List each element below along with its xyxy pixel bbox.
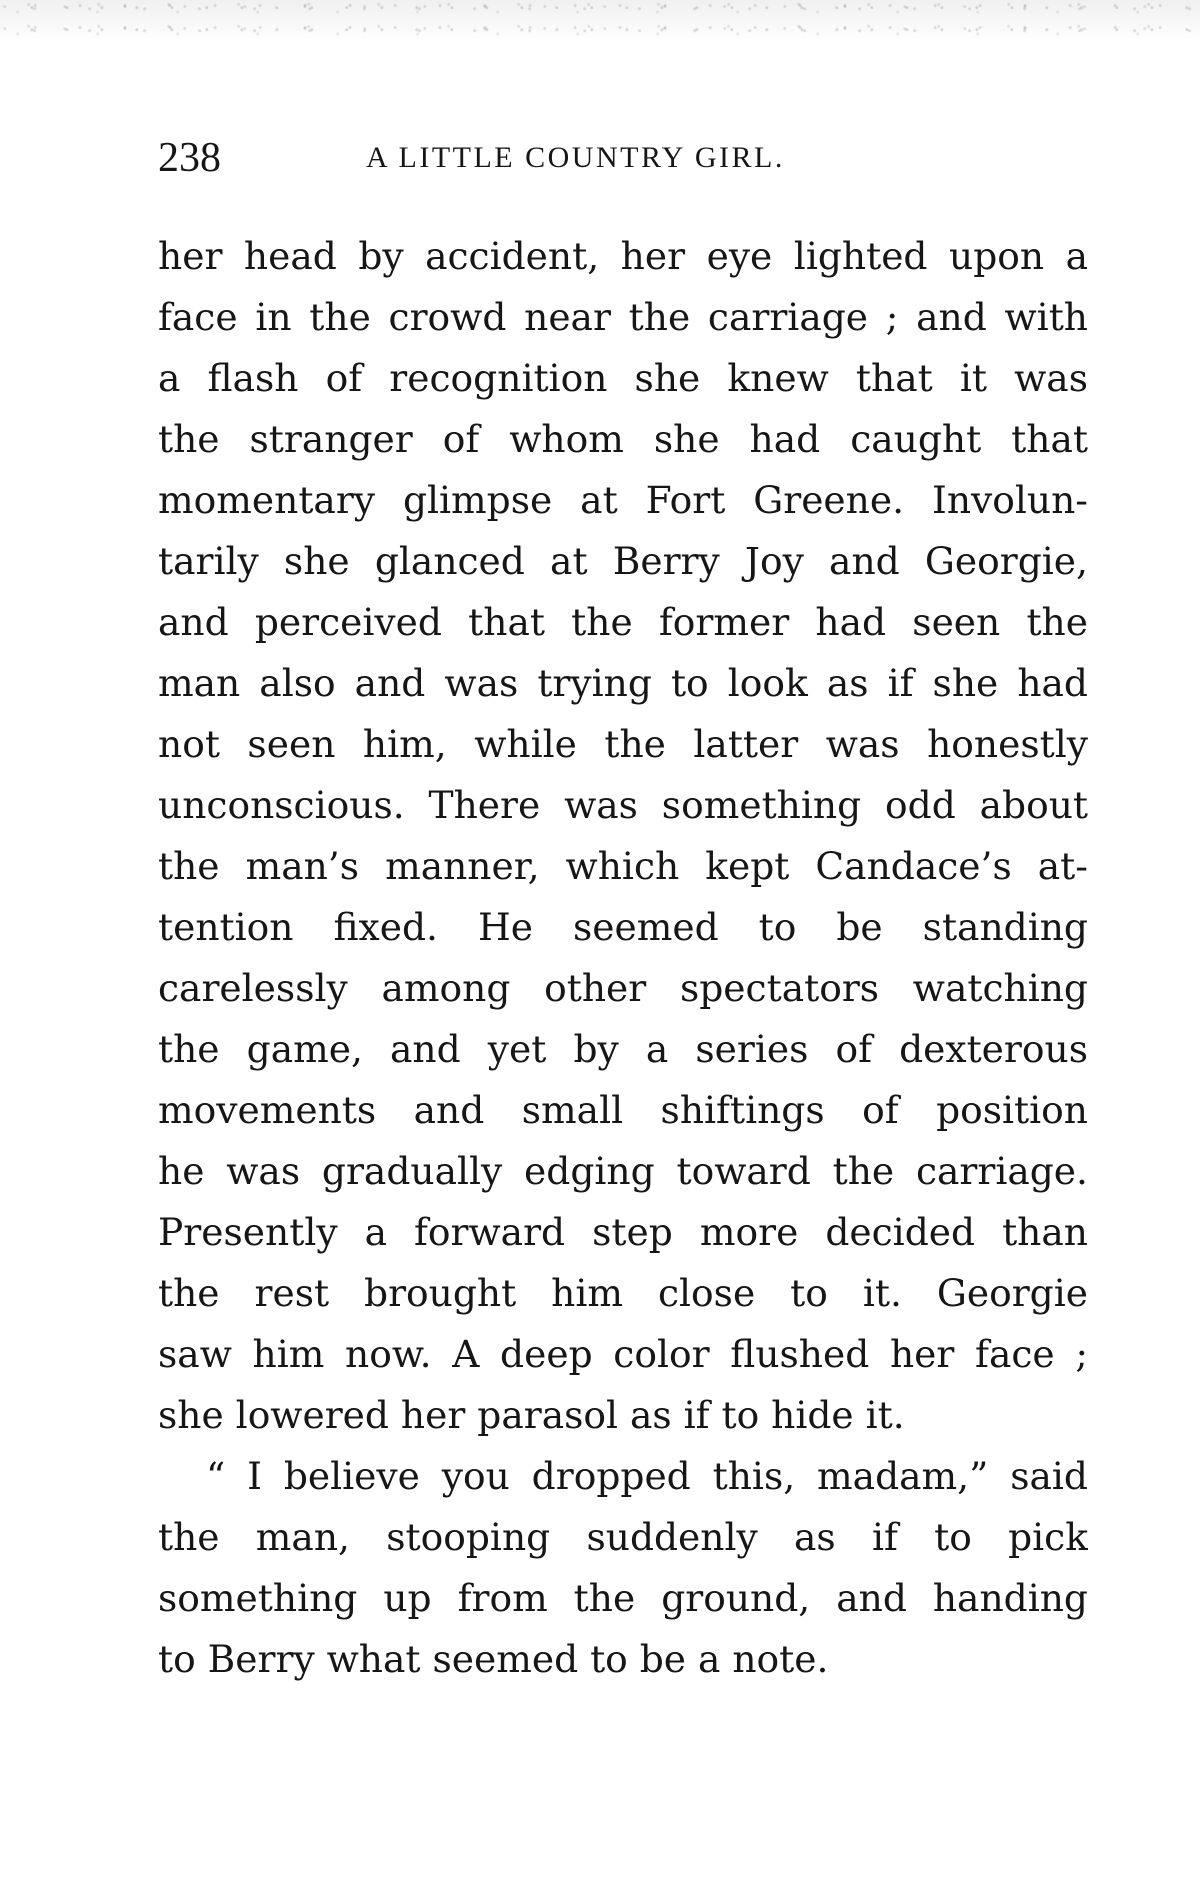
text-line: movements and small shiftings of position [158,1088,1088,1132]
text-line: the stranger of whom she had caught that [158,417,1088,461]
paragraph-end-line: she lowered her parasol as if to hide it. [158,1393,905,1437]
text-line: and perceived that the former had seen the [158,600,1088,644]
paragraph-start-line: “ I believe you dropped this, madam,” said [206,1454,1088,1498]
paragraph-end-line: to Berry what seemed to be a note. [158,1637,829,1681]
text-line: momentary glimpse at Fort Greene. Involun- [158,478,1088,522]
text-line: Presently a forward step more decided than [158,1210,1088,1254]
text-line: carelessly among other spectators watching [158,966,1088,1010]
text-line: her head by accident, her eye lighted upon a [158,234,1088,278]
text-line: a flash of recognition she knew that it was [158,356,1088,400]
page-header [158,128,1088,188]
text-line: the man, stooping suddenly as if to pick [158,1515,1088,1559]
text-line: tarily she glanced at Berry Joy and Georgie, [158,539,1088,583]
text-line: unconscious. There was something odd about [158,783,1088,827]
scan-edge-noise [0,0,1200,44]
text-line: face in the crowd near the carriage ; and with [158,295,1088,339]
body-text [158,226,1088,1690]
text-line: the rest brought him close to it. Georgie [158,1271,1088,1315]
text-line: the man’s manner, which kept Candace’s at- [158,844,1088,888]
text-line: saw him now. A deep color flushed her face ; [158,1332,1088,1376]
page-number: 238 [158,135,221,181]
text-line: man also and was trying to look as if she had [158,661,1088,705]
text-line: something up from the ground, and handing [158,1576,1088,1620]
text-line: not seen him, while the latter was honestly [158,722,1088,766]
text-line: the game, and yet by a series of dexterous [158,1027,1088,1071]
running-title: A LITTLE COUNTRY GIRL. [366,141,785,174]
text-line: he was gradually edging toward the carriage. [158,1149,1088,1193]
text-line: tention fixed. He seemed to be standing [158,905,1088,949]
